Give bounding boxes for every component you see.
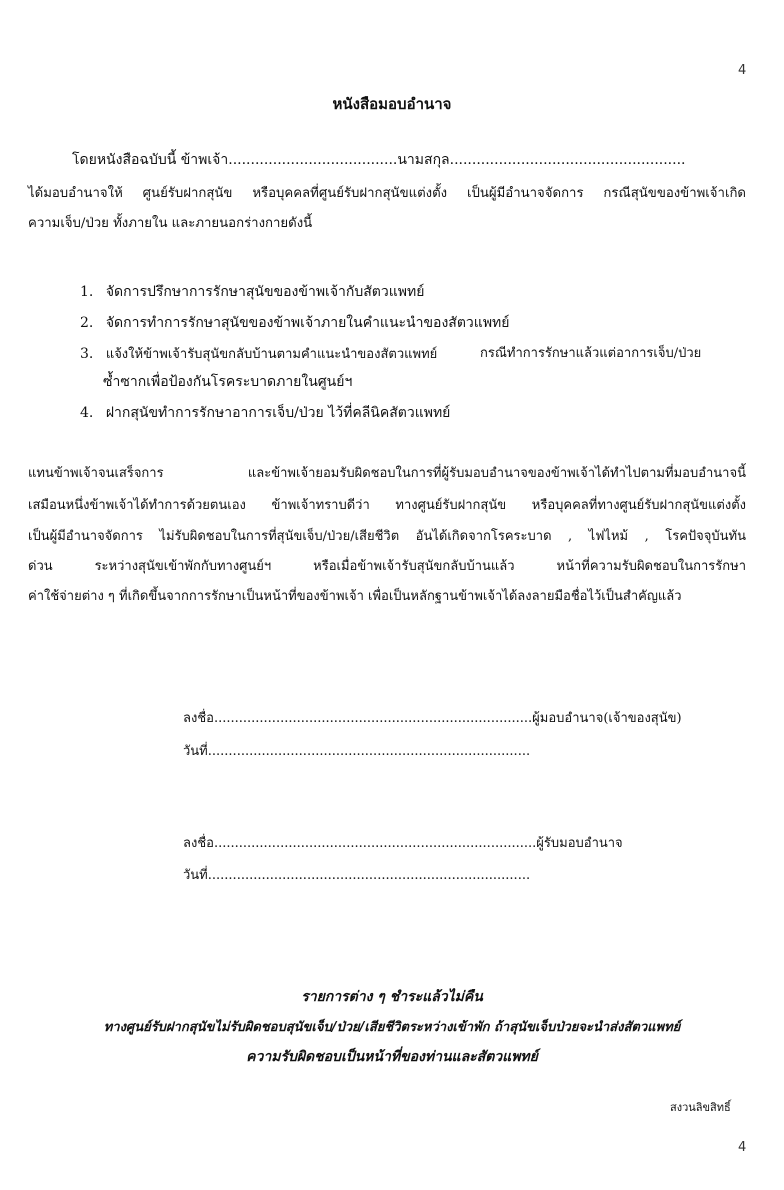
page-number-bottom: 4 bbox=[738, 1140, 747, 1155]
body-line-1: แทนข้าพเจ้าจนเสร็จการ และข้าพเจ้ายอมรับผิดชอบในการที่ผู้รับมอบอำนาจของข้าพเจ้าได้ทำไปตามที่มอบอำนาจนี้ bbox=[28, 466, 746, 481]
body-line-4: ด่วน ระหว่างสุนัขเข้าพักกับทางศูนย์ฯ หรือเมื่อข้าพเจ้ารับสุนัขกลับบ้านแล้ว หน้าที่ความรับผิดชอบในการรักษา bbox=[28, 559, 746, 574]
list-item-2 bbox=[80, 313, 509, 333]
footer-note-1: รายการต่าง ๆ ชำระแล้วไม่คืน bbox=[301, 989, 483, 1005]
date-dots: .............................................................................. bbox=[207, 744, 531, 759]
surname-field-dots: ..................................................... bbox=[449, 152, 686, 168]
sign-dots: ............................................................................. bbox=[213, 711, 533, 726]
recipient-signature-row bbox=[183, 834, 623, 854]
list-text: ฝากสุนัขทำการรักษาอาการเจ็บ/ป่วย ไว้ที่คลีนิคสัตวแพทย์ bbox=[105, 405, 451, 421]
list-text: จัดการทำการรักษาสุนัขของข้าพเจ้าภายในคำแนะนำของสัตวแพทย์ bbox=[105, 315, 510, 331]
list-number: 3. bbox=[80, 346, 94, 362]
surname-label: นามสกุล bbox=[397, 152, 450, 168]
list-number: 1. bbox=[80, 284, 94, 300]
page-title: หนังสือมอบอำนาจ bbox=[332, 95, 452, 113]
footer-note-2: ทางศูนย์รับฝากสุนัขไม่รับผิดชอบสุนัขเจ็บ/ป่วย/เสียชีวิตระหว่างเข้าพัก ถ้าสุนัขเจ็บป่วยจะนำส่งสัตวแพทย์ bbox=[103, 1020, 681, 1035]
intro-prefix: โดยหนังสือฉบับนี้ ข้าพเจ้า bbox=[72, 152, 229, 168]
recipient-role: ผู้รับมอบอำนาจ bbox=[536, 836, 623, 851]
list-text: แจ้งให้ข้าพเจ้ารับสุนัขกลับบ้านตามคำแนะนำของสัตวแพทย์ bbox=[105, 347, 438, 362]
sign-dots: .............................................................................. bbox=[213, 836, 537, 851]
sign-label: ลงชื่อ bbox=[183, 836, 214, 851]
date-label: วันที่ bbox=[183, 744, 208, 759]
list-item-3-right: กรณีทำการรักษาแล้วแต่อาการเจ็บ/ป่วย bbox=[480, 346, 702, 361]
intro-line-3: ความเจ็บ/ป่วย ทั้งภายใน และภายนอกร่างกายดังนี้ bbox=[28, 216, 313, 231]
date-label: วันที่ bbox=[183, 868, 208, 883]
signer-signature-row bbox=[183, 709, 682, 729]
recipient-date-row bbox=[183, 866, 530, 886]
page-number-top: 4 bbox=[738, 63, 747, 78]
intro-line-1 bbox=[72, 150, 686, 170]
signer-role: ผู้มอบอำนาจ(เจ้าของสุนัข) bbox=[532, 711, 682, 726]
footer-note-3: ความรับผิดชอบเป็นหน้าที่ของท่านและสัตวแพทย์ bbox=[246, 1049, 538, 1065]
name-field-dots: ...................................... bbox=[228, 152, 398, 168]
list-number: 4. bbox=[80, 405, 94, 421]
copyright-note: สงวนลิขสิทธิ์ bbox=[670, 1101, 731, 1114]
body-line-5: ค่าใช้จ่ายต่าง ๆ ที่เกิดขึ้นจากการรักษาเป็นหน้าที่ของข้าพเจ้า เพื่อเป็นหลักฐานข้าพเจ้าได้ลงลายมือชื่อไว้เป็นสำคัญแล้ว bbox=[28, 589, 682, 604]
body-line-2: เสมือนหนึ่งข้าพเจ้าได้ทำการด้วยตนเอง ข้าพเจ้าทราบดีว่า ทางศูนย์รับฝากสุนัข หรือบุคคลที่ทางศูนย์รับฝากสุนัขแต่งตั้ง bbox=[28, 498, 746, 513]
body-line-3: เป็นผู้มีอำนาจจัดการ ไม่รับผิดชอบในการที่สุนัขเจ็บ/ป่วย/เสียชีวิต อันได้เกิดจากโรคระบาด , ไฟไหม้ , โรคปัจจุบันทัน bbox=[28, 529, 746, 544]
list-item-3 bbox=[80, 344, 437, 365]
list-item-4 bbox=[80, 403, 450, 423]
list-item-3-continued: ซ้ำซากเพื่อป้องกันโรคระบาดภายในศูนย์ฯ bbox=[103, 374, 353, 390]
list-item-1 bbox=[80, 282, 424, 302]
signer-date-row bbox=[183, 742, 530, 762]
list-text: จัดการปรึกษาการรักษาสุนัขของข้าพเจ้ากับสัตวแพทย์ bbox=[105, 284, 425, 300]
intro-line-2: ได้มอบอำนาจให้ ศูนย์รับฝากสุนัข หรือบุคคลที่ศูนย์รับฝากสุนัขแต่งตั้ง เป็นผู้มีอำนาจจัดการ กรณีสุนัขของข้าพเจ้าเกิด bbox=[28, 186, 746, 201]
sign-label: ลงชื่อ bbox=[183, 711, 214, 726]
date-dots: .............................................................................. bbox=[207, 868, 531, 883]
list-number: 2. bbox=[80, 315, 94, 331]
